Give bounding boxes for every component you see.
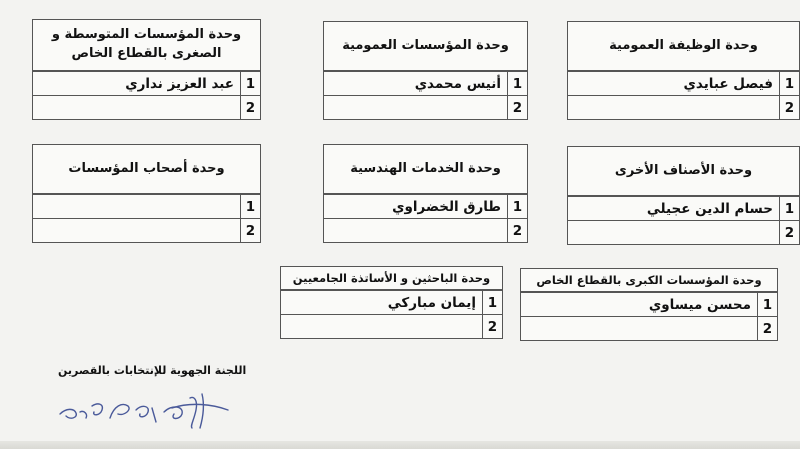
unit-header: وحدة المؤسسات المتوسطة و الصغرى بالقطاع الخاص	[32, 19, 261, 71]
committee-title: اللجنة الجهوية للإنتخابات بالقصرين	[58, 364, 247, 377]
unit-other-categories	[567, 146, 800, 245]
table-row	[521, 317, 778, 341]
unit-header: وحدة المؤسسات الكبرى بالقطاع الخاص	[520, 268, 778, 292]
unit-header: وحدة الأصناف الأخرى	[567, 146, 800, 196]
member-name: حسام الدين عجيلي	[568, 197, 780, 221]
table-row	[324, 96, 528, 120]
unit-table	[567, 196, 800, 245]
member-name	[568, 96, 780, 120]
unit-table	[32, 71, 261, 120]
member-name: محسن ميساوي	[521, 293, 758, 317]
row-number: 2	[780, 96, 800, 120]
row-number: 1	[780, 72, 800, 96]
unit-header: وحدة الوظيفة العمومية	[567, 21, 800, 71]
row-number: 2	[241, 219, 261, 243]
unit-table	[280, 290, 503, 339]
unit-public-institutions	[323, 21, 528, 120]
unit-table	[520, 292, 778, 341]
table-row	[33, 219, 261, 243]
table-row	[568, 72, 800, 96]
unit-small-medium-private	[32, 19, 261, 120]
unit-engineering-services	[323, 144, 528, 243]
committee-block	[58, 364, 246, 377]
unit-large-private	[520, 268, 778, 341]
member-name	[33, 195, 241, 219]
unit-public-function	[567, 21, 800, 120]
row-number: 1	[241, 72, 261, 96]
table-row	[521, 293, 778, 317]
handwritten-signature	[52, 388, 252, 430]
unit-table	[323, 71, 528, 120]
row-number: 2	[483, 315, 503, 339]
table-row	[568, 221, 800, 245]
unit-researchers-professors	[280, 266, 503, 339]
table-row	[33, 195, 261, 219]
member-name: إيمان مباركي	[281, 291, 483, 315]
member-name	[324, 96, 508, 120]
unit-header: وحدة الباحثين و الأساتذة الجامعيين	[280, 266, 503, 290]
row-number: 2	[758, 317, 778, 341]
member-name	[33, 219, 241, 243]
table-row	[324, 72, 528, 96]
unit-table	[32, 194, 261, 243]
row-number: 1	[758, 293, 778, 317]
table-row	[324, 219, 528, 243]
table-row	[281, 291, 503, 315]
unit-header: وحدة المؤسسات العمومية	[323, 21, 528, 71]
member-name: أنيس محمدي	[324, 72, 508, 96]
member-name	[33, 96, 241, 120]
member-name: فيصل عبايدي	[568, 72, 780, 96]
table-row	[33, 72, 261, 96]
member-name	[324, 219, 508, 243]
table-row	[281, 315, 503, 339]
row-number: 1	[241, 195, 261, 219]
row-number: 1	[483, 291, 503, 315]
row-number: 2	[508, 219, 528, 243]
member-name: عبد العزيز نداري	[33, 72, 241, 96]
table-row	[568, 96, 800, 120]
member-name	[568, 221, 780, 245]
unit-header: وحدة الخدمات الهندسية	[323, 144, 528, 194]
table-row	[33, 96, 261, 120]
row-number: 2	[508, 96, 528, 120]
row-number: 2	[241, 96, 261, 120]
row-number: 1	[508, 72, 528, 96]
unit-header: وحدة أصحاب المؤسسات	[32, 144, 261, 194]
member-name	[281, 315, 483, 339]
member-name	[521, 317, 758, 341]
unit-table	[323, 194, 528, 243]
scan-edge	[0, 441, 800, 449]
unit-table	[567, 71, 800, 120]
member-name: طارق الخضراوي	[324, 195, 508, 219]
unit-business-owners	[32, 144, 261, 243]
row-number: 1	[508, 195, 528, 219]
row-number: 1	[780, 197, 800, 221]
table-row	[324, 195, 528, 219]
row-number: 2	[780, 221, 800, 245]
table-row	[568, 197, 800, 221]
